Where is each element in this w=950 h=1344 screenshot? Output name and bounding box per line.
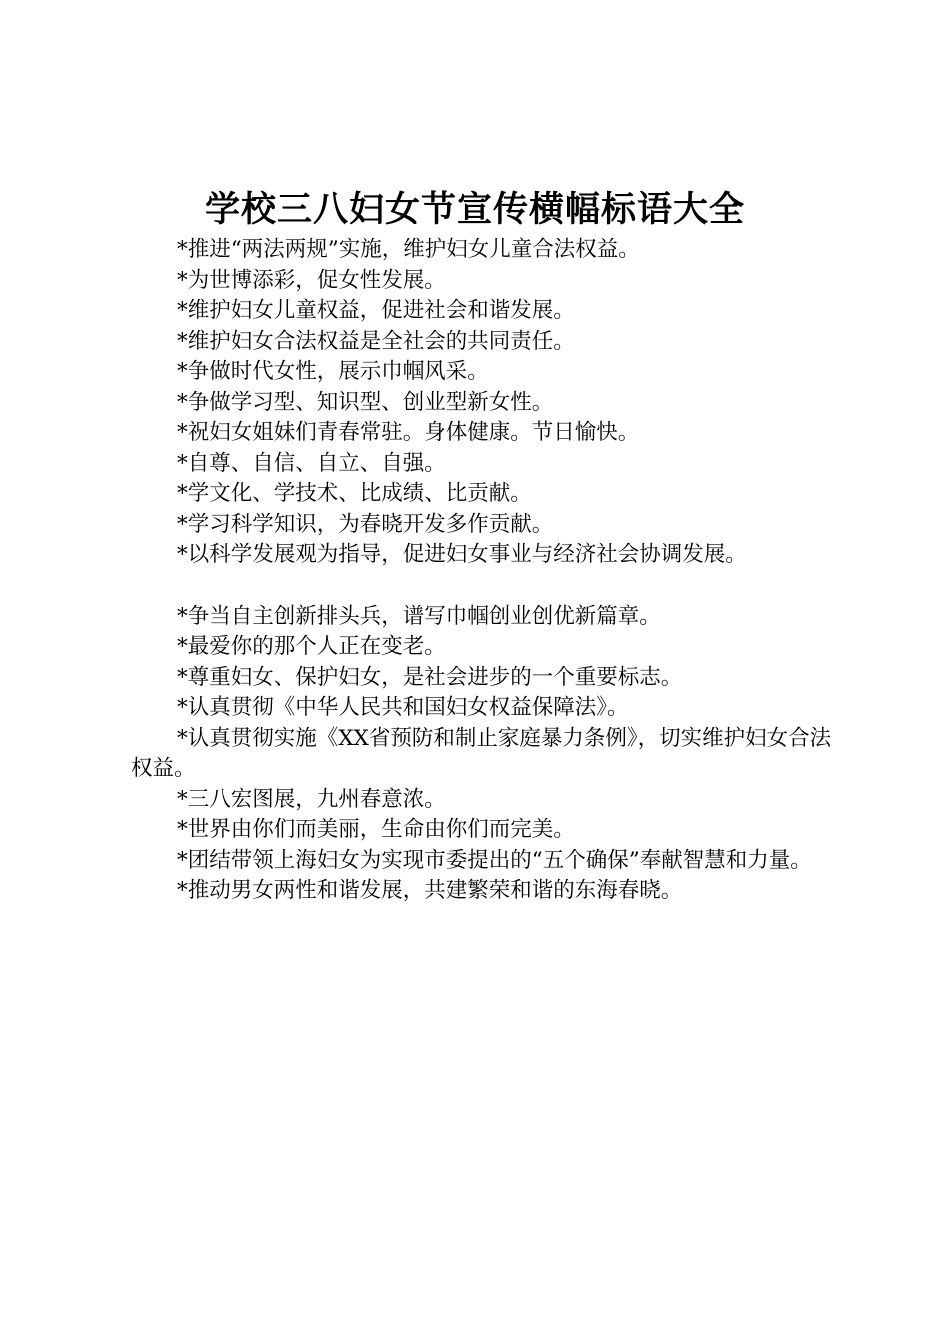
slogan-line: *争做时代女性，展示巾帼风采。 (177, 359, 489, 384)
slogan-line: *自尊、自信、自立、自强。 (177, 450, 446, 476)
slogan-line: *最爱你的那个人正在变老。 (177, 634, 446, 659)
slogan-paragraph: *认真贯彻实施《XX省预防和制止家庭暴力条例》，切实维护妇女合法权益。 (131, 725, 832, 781)
slogan-line: *尊重妇女、保护妇女，是社会进步的一个重要标志。 (177, 664, 683, 690)
slogan-line: *推动男女两性和谐发展，共建繁荣和谐的东海春晓。 (177, 878, 683, 903)
slogan-paragraph: *团结带领上海妇女为实现市委提出的“五个确保”奉献智慧和力量。 (177, 847, 812, 873)
slogan-line: *争做学习型、知识型、创业型新女性。 (177, 389, 554, 415)
slogan-line: *学文化、学技术、比成绩、比贡献。 (177, 481, 532, 506)
slogan-line: *争当自主创新排头兵，谱写巾帼创业创优新篇章。 (177, 603, 661, 629)
slogan-line: *学习科学知识，为春晓开发多作贡献。 (177, 511, 554, 537)
slogan-line: *推进“两法两规”实施，维护妇女儿童合法权益。 (177, 237, 640, 262)
document-title: 学校三八妇女节宣传横幅标语大全 (204, 189, 745, 230)
slogan-line: *维护妇女儿童权益，促进社会和谐发展。 (177, 298, 575, 323)
slogan-line: *认真贯彻《中华人民共和国妇女权益保障法》。 (177, 695, 629, 720)
paragraph-gap (131, 571, 836, 602)
slogan-line: *祝妇女姐妹们青春常驻。身体健康。节日愉快。 (177, 420, 640, 445)
slogan-line: *维护妇女合法权益是全社会的共同责任。 (177, 328, 575, 354)
slogan-line: *以科学发展观为指导，促进妇女事业与经济社会协调发展。 (177, 542, 747, 567)
slogan-line: *世界由你们而美丽，生命由你们而完美。 (177, 817, 575, 842)
slogan-line: *为世博添彩，促女性发展。 (177, 267, 446, 293)
slogan-line: *三八宏图展，九州春意浓。 (177, 786, 446, 812)
slogan-list (131, 235, 836, 907)
